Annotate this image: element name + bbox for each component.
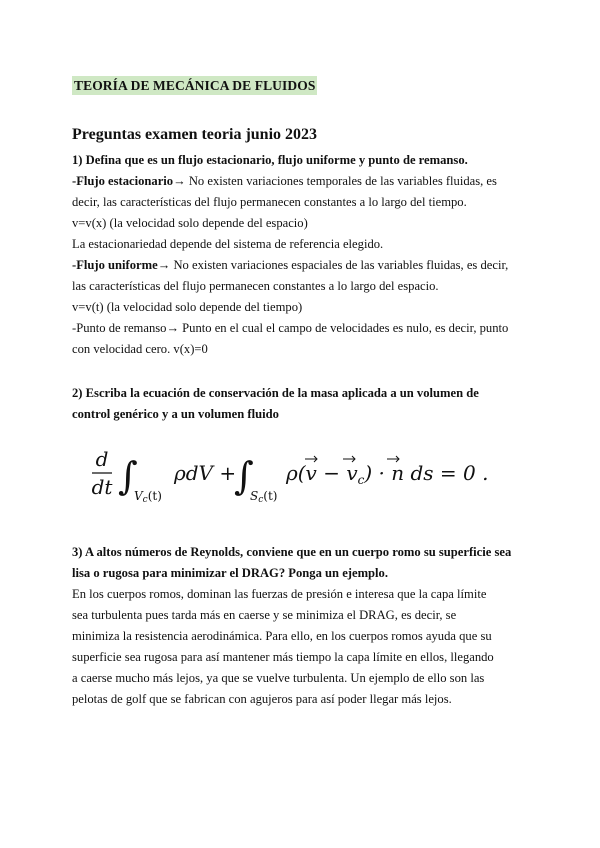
question-1-block — [72, 150, 532, 360]
question-3-text-1: 3) A altos números de Reynolds, conviene que en un cuerpo romo su superficie sea — [72, 545, 512, 559]
punto-remanso-text: Punto en el cual el campo de velocidades es nulo, es decir, punto — [179, 321, 509, 335]
punto-remanso-label: -Punto de remanso — [72, 321, 167, 335]
formula-term1: ρdV + — [174, 461, 237, 485]
mass-conservation-formula — [91, 444, 514, 506]
flujo-uniforme-text-2: las características del flujo permanecen constantes a lo largo del espacio. — [72, 279, 439, 293]
question-1-text: 1) Defina que es un flujo estacionario, flujo uniforme y punto de remanso. — [72, 153, 468, 167]
flujo-uniforme-text: No existen variaciones espaciales de las variables fluidas, es decir, — [170, 258, 509, 272]
question-3-text-2: lisa o rugosa para minimizar el DRAG? Ponga un ejemplo. — [72, 566, 389, 580]
formula-term2: $\rho(v - v_c) \cdot n$ ds = 0 . — [286, 461, 489, 487]
flujo-estacionario-formula: v=v(x) (la velocidad solo depende del espacio) — [72, 216, 308, 230]
flujo-estacionario-text: No existen variaciones temporales de las variables fluidas, es — [185, 174, 497, 188]
answer-3-line: a caerse mucho más lejos, ya que se vuelve turbulenta. Un ejemplo de ello son las — [72, 671, 485, 685]
question-2-text-2: control genérico y a un volumen fluido — [72, 407, 279, 421]
section-subtitle: Preguntas examen teoria junio 2023 — [72, 126, 318, 143]
formula-vol-sub: Vc(t) — [134, 489, 162, 505]
arrow-icon: → — [166, 321, 180, 335]
estacionariedad-note: La estacionariedad depende del sistema de referencia elegido. — [72, 237, 384, 251]
flujo-estacionario-text-2: decir, las características del flujo permanecen constantes a lo largo del tiempo. — [72, 195, 467, 209]
arrow-icon: → — [173, 174, 186, 188]
answer-3-line: sea turbulenta pues tarda más en caerse y se minimiza el DRAG, es decir, se — [72, 608, 457, 622]
question-2-block — [72, 383, 532, 425]
flujo-estacionario-label: -Flujo estacionario — [72, 174, 174, 188]
integral-sign-volume: ∫ — [118, 454, 138, 498]
integral-sign-surface: ∫ — [234, 454, 254, 498]
punto-remanso-line — [72, 318, 532, 339]
question-3-block — [72, 542, 532, 710]
flujo-estacionario-line — [72, 171, 532, 192]
flujo-uniforme-line — [72, 255, 532, 276]
document-title: TEORÍA DE MECÁNICA DE FLUIDOS — [74, 78, 316, 93]
flujo-uniforme-formula: v=v(t) (la velocidad solo depende del tiempo) — [72, 300, 303, 314]
answer-3-line: En los cuerpos romos, dominan las fuerzas de presión e interesa que la capa límite — [72, 587, 487, 601]
answer-3-line: pelotas de golf que se fabrican con agujeros para así poder llegar más lejos. — [72, 692, 452, 706]
flujo-uniforme-label: -Flujo uniforme — [72, 258, 158, 272]
punto-remanso-text-2: con velocidad cero. v(x)=0 — [72, 342, 208, 356]
answer-3-line: superficie sea rugosa para así mantener más tiempo la capa límite en ellos, llegando — [72, 650, 494, 664]
arrow-icon: → — [157, 258, 171, 272]
formula-d: d — [95, 447, 109, 471]
formula-dt: dt — [91, 475, 113, 499]
question-2-text-1: 2) Escriba la ecuación de conservación de la masa aplicada a un volumen de — [72, 386, 479, 400]
formula-sur-sub: Sc(t) — [250, 489, 278, 505]
answer-3-line: minimiza la resistencia aerodinámica. Para ello, en los cuerpos romos ayuda que su — [72, 629, 492, 643]
